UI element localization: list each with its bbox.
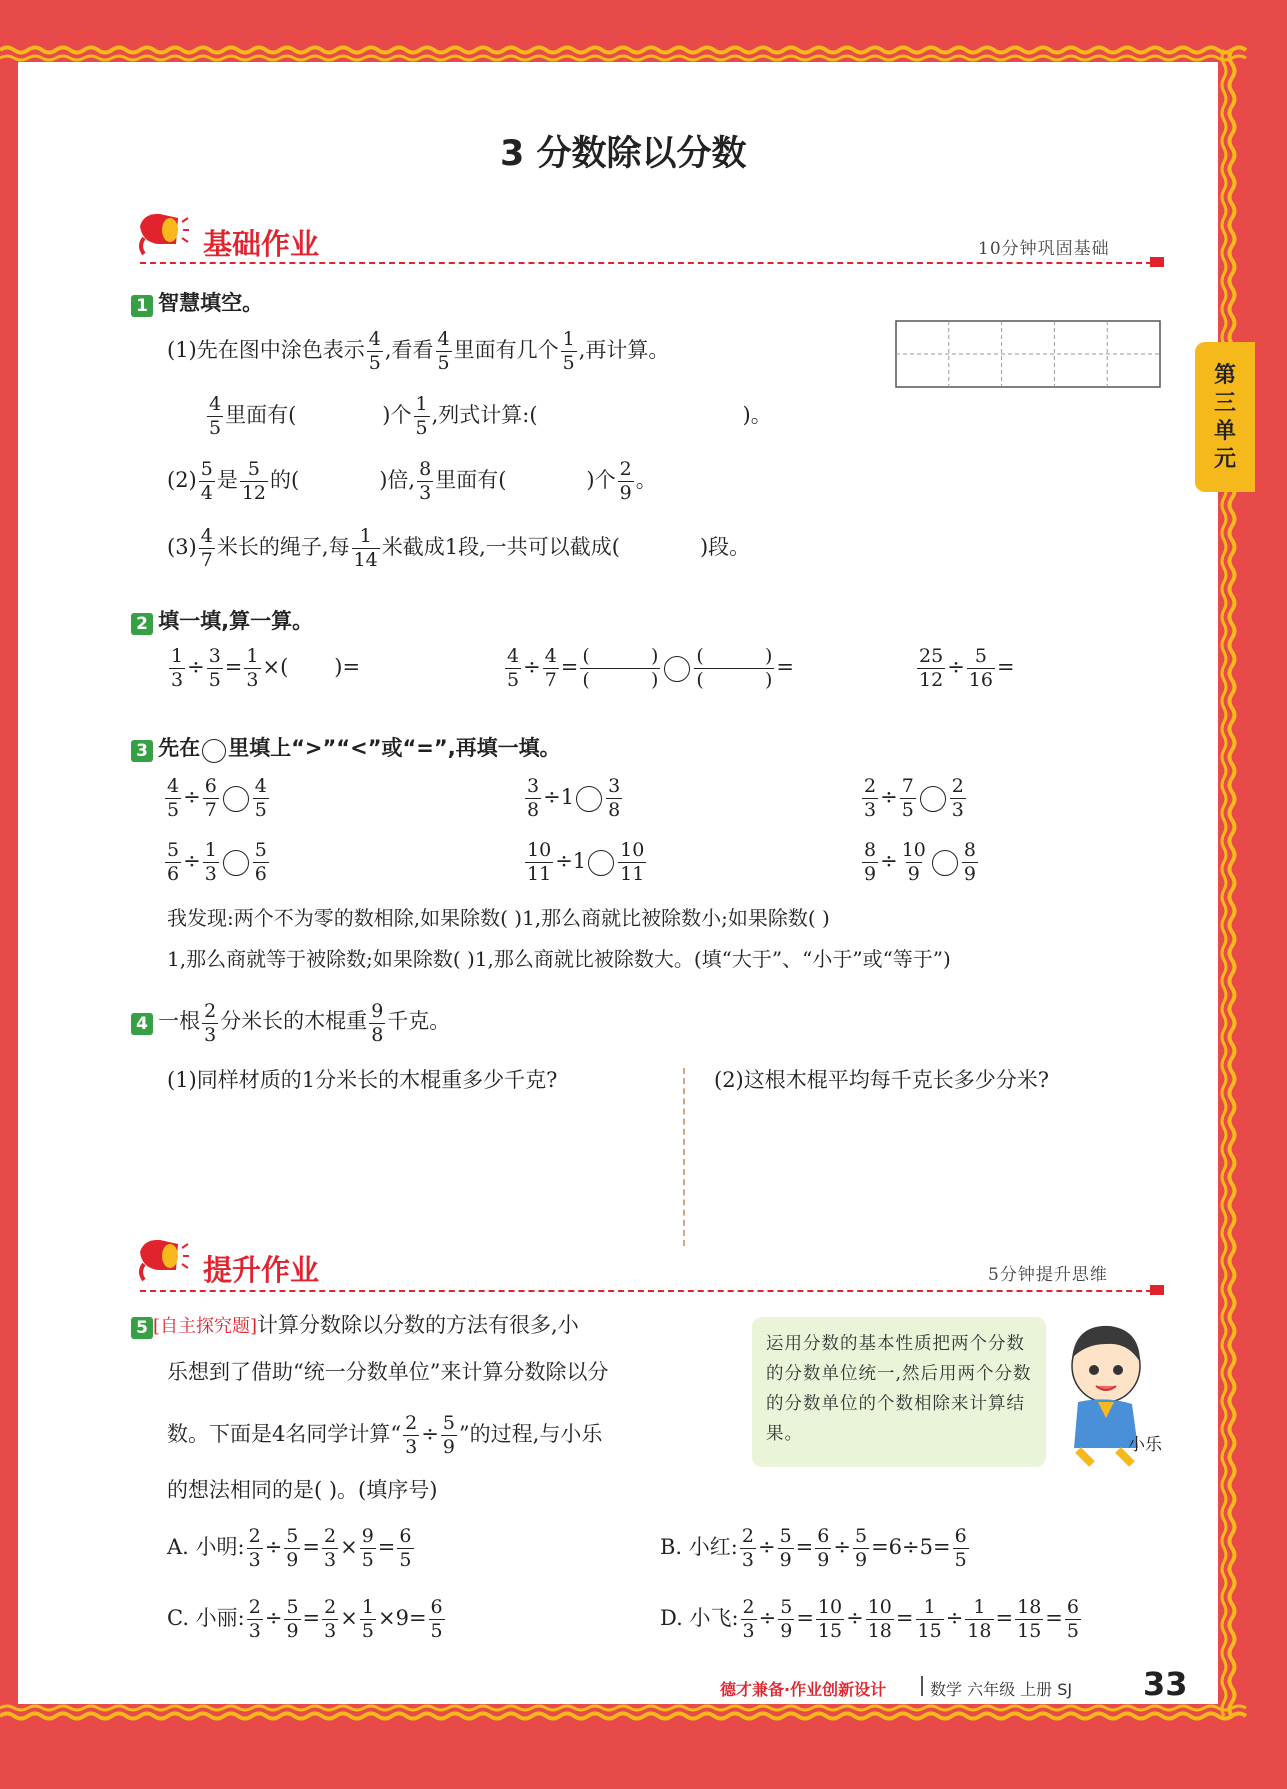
q5-option-c[interactable]: C. 小丽: $\frac{2}{3}$ ÷ $\frac{5}{9}$ = $\frac{2}{3}$ × $\frac{1}{5}$ ×9= $\frac{6}{5}$	[167, 1596, 443, 1642]
section-divider	[140, 262, 1162, 264]
footer-separator	[921, 1676, 923, 1696]
q2-expr-2: $\frac{4}{5}$ ÷ $\frac{4}{7}$ = ( ) ( ) ( ) ( ) =	[507, 645, 795, 691]
fraction: $\frac{8}{3}$	[419, 458, 432, 504]
compare-circle[interactable]	[223, 786, 249, 812]
q5-line3: 数。下面是4名同学计算“ $\frac{2}{3}$ ÷ $\frac{5}{9}$ ”的过程,与小乐	[167, 1412, 603, 1458]
question-number: 4	[131, 1013, 153, 1035]
question-1-header	[131, 287, 263, 317]
fraction: $\frac{4}{5}$	[209, 393, 222, 439]
q5-option-d[interactable]: D. 小飞: $\frac{2}{3}$ ÷ $\frac{5}{9}$ = $\frac{10}{15}$ ÷ $\frac{10}{18}$ = $\frac{1}{15}$ ÷ $\frac{1}{18}$ = $\frac{18}{15}$ = $\frac{6}{5}$	[660, 1596, 1079, 1642]
fraction: $\frac{4}{7}$	[200, 525, 213, 571]
fraction: $\frac{5}{4}$	[200, 458, 213, 504]
footer-info: 数学 六年级 上册 SJ	[930, 1680, 1073, 1699]
page-number: 33	[1143, 1665, 1188, 1703]
blank-fraction[interactable]: ( ) ( )	[582, 645, 659, 691]
fraction: $\frac{4}{5}$	[437, 328, 450, 374]
q1-part1-line2: $\frac{4}{5}$ 里面有( )个 $\frac{1}{5}$ ,列式计算:( )。	[209, 393, 772, 439]
hint-bubble: 运用分数的基本性质把两个分数的分数单位统一,然后用两个分数的分数单位的个数相除来计算结果。	[752, 1317, 1046, 1467]
compare-circle[interactable]	[588, 850, 614, 876]
unit-tab-label: 第三单元	[1213, 363, 1236, 472]
divider-end-mark	[1150, 1285, 1164, 1295]
question-title: 智慧填空。	[158, 291, 264, 315]
footer-brand: 德才兼备·作业创新设计	[720, 1680, 887, 1699]
q5-option-a[interactable]: A. 小明: $\frac{2}{3}$ ÷ $\frac{5}{9}$ = $\frac{2}{3}$ × $\frac{9}{5}$ = $\frac{6}{5}$	[167, 1525, 412, 1571]
compare-circle[interactable]	[932, 850, 958, 876]
divider-end-mark	[1150, 257, 1164, 267]
section-sub-basic: 10分钟巩固基础	[978, 239, 1110, 259]
fraction: $\frac{1}{5}$	[562, 328, 575, 374]
question-number: 5	[131, 1317, 153, 1339]
fraction: $\frac{1}{14}$	[353, 525, 378, 571]
q5-line2: 乐想到了借助“统一分数单位”来计算分数除以分	[167, 1360, 609, 1384]
question-number: 2	[131, 613, 153, 635]
megaphone-icon	[130, 1234, 190, 1284]
section-divider	[140, 1290, 1162, 1292]
q2-expr-1: $\frac{1}{3}$ ÷ $\frac{3}{5}$ = $\frac{1}{3}$ ×( )=	[171, 645, 361, 691]
unit-tab	[1195, 342, 1255, 492]
q5-line4: 的想法相同的是( )。(填序号)	[167, 1478, 438, 1502]
q3-compare-3: $\frac{2}{3}$ ÷ $\frac{7}{5}$ $\frac{2}{3}$	[864, 775, 964, 821]
q5-option-b[interactable]: B. 小红: $\frac{2}{3}$ ÷ $\frac{5}{9}$ = $\frac{6}{9}$ ÷ $\frac{5}{9}$ =6÷5= $\frac{6}{5}$	[660, 1525, 967, 1571]
q3-compare-4: $\frac{5}{6}$ ÷ $\frac{1}{3}$ $\frac{5}{6}$	[167, 839, 267, 885]
q1-part3: (3) $\frac{4}{7}$ 米长的绳子,每 $\frac{1}{14}$ 米截成1段,一共可以截成( )段。	[167, 525, 751, 571]
q1-part2: (2) $\frac{5}{4}$ 是 $\frac{5}{12}$ 的( )倍, $\frac{8}{3}$ 里面有( )个 $\frac{2}{9}$ 。	[167, 458, 657, 504]
section-sub-advanced: 5分钟提升思维	[988, 1265, 1108, 1285]
question-4-header: 4 一根 $\frac{2}{3}$ 分米长的木棍重 $\frac{9}{8}$ 千克。	[131, 1002, 450, 1045]
question-2-header	[131, 605, 313, 635]
megaphone-icon	[130, 208, 190, 258]
q4-sub-2: (2)这根木棍平均每千克长多少分米?	[714, 1068, 1050, 1092]
section-label-advanced: 提升作业	[203, 1253, 320, 1287]
q3-finding-line1: 我发现:两个不为零的数相除,如果除数( )1,那么商就比被除数小;如果除数( )	[167, 906, 830, 930]
q4-sub-1: (1)同样材质的1分米长的木棍重多少千克?	[167, 1068, 558, 1092]
fraction: $\frac{4}{5}$	[368, 328, 381, 374]
q3-finding-line2: 1,那么商就等于被除数;如果除数( )1,那么商就比被除数大。(填“大于”、“小于”或“等于”)	[167, 947, 951, 971]
compare-circle[interactable]	[576, 786, 602, 812]
blank-fraction[interactable]: ( ) ( )	[696, 645, 773, 691]
character-name: 小乐	[1128, 1435, 1162, 1455]
fraction: $\frac{1}{5}$	[415, 393, 428, 439]
fraction: $\frac{5}{12}$	[241, 458, 267, 504]
fraction: $\frac{2}{9}$	[619, 458, 632, 504]
circle-symbol	[202, 739, 226, 763]
section-label-basic: 基础作业	[203, 227, 320, 261]
question-number: 1	[131, 295, 153, 317]
compare-circle[interactable]	[664, 656, 690, 682]
page-title: 3 分数除以分数	[500, 134, 747, 174]
question-3-header: 3 先在 里填上“>”“<”或“=”,再填一填。	[131, 732, 561, 763]
q3-compare-1: $\frac{4}{5}$ ÷ $\frac{6}{7}$ $\frac{4}{5}$	[167, 775, 267, 821]
question-number: 3	[131, 740, 153, 762]
question-title: 填一填,算一算。	[158, 609, 314, 633]
question-tag: [自主探究题]	[153, 1316, 258, 1337]
question-5-header: 5 [自主探究题]计算分数除以分数的方法有很多,小	[131, 1315, 579, 1339]
q1-part1: (1)先在图中涂色表示 $\frac{4}{5}$ ,看看 $\frac{4}{5}$ 里面有几个 $\frac{1}{5}$ ,再计算。	[167, 328, 670, 374]
shading-grid[interactable]	[895, 320, 1161, 388]
q3-compare-2: $\frac{3}{8}$ ÷1 $\frac{3}{8}$	[527, 775, 621, 821]
q4-divider	[683, 1068, 685, 1246]
q3-compare-6: $\frac{8}{9}$ ÷ $\frac{10}{9}$ $\frac{8}{9}$	[864, 839, 976, 885]
q2-expr-3: $\frac{25}{12}$ ÷ $\frac{5}{16}$ =	[919, 645, 1015, 691]
compare-circle[interactable]	[223, 850, 249, 876]
compare-circle[interactable]	[920, 786, 946, 812]
q3-compare-5: $\frac{10}{11}$ ÷1 $\frac{10}{11}$	[527, 839, 645, 885]
